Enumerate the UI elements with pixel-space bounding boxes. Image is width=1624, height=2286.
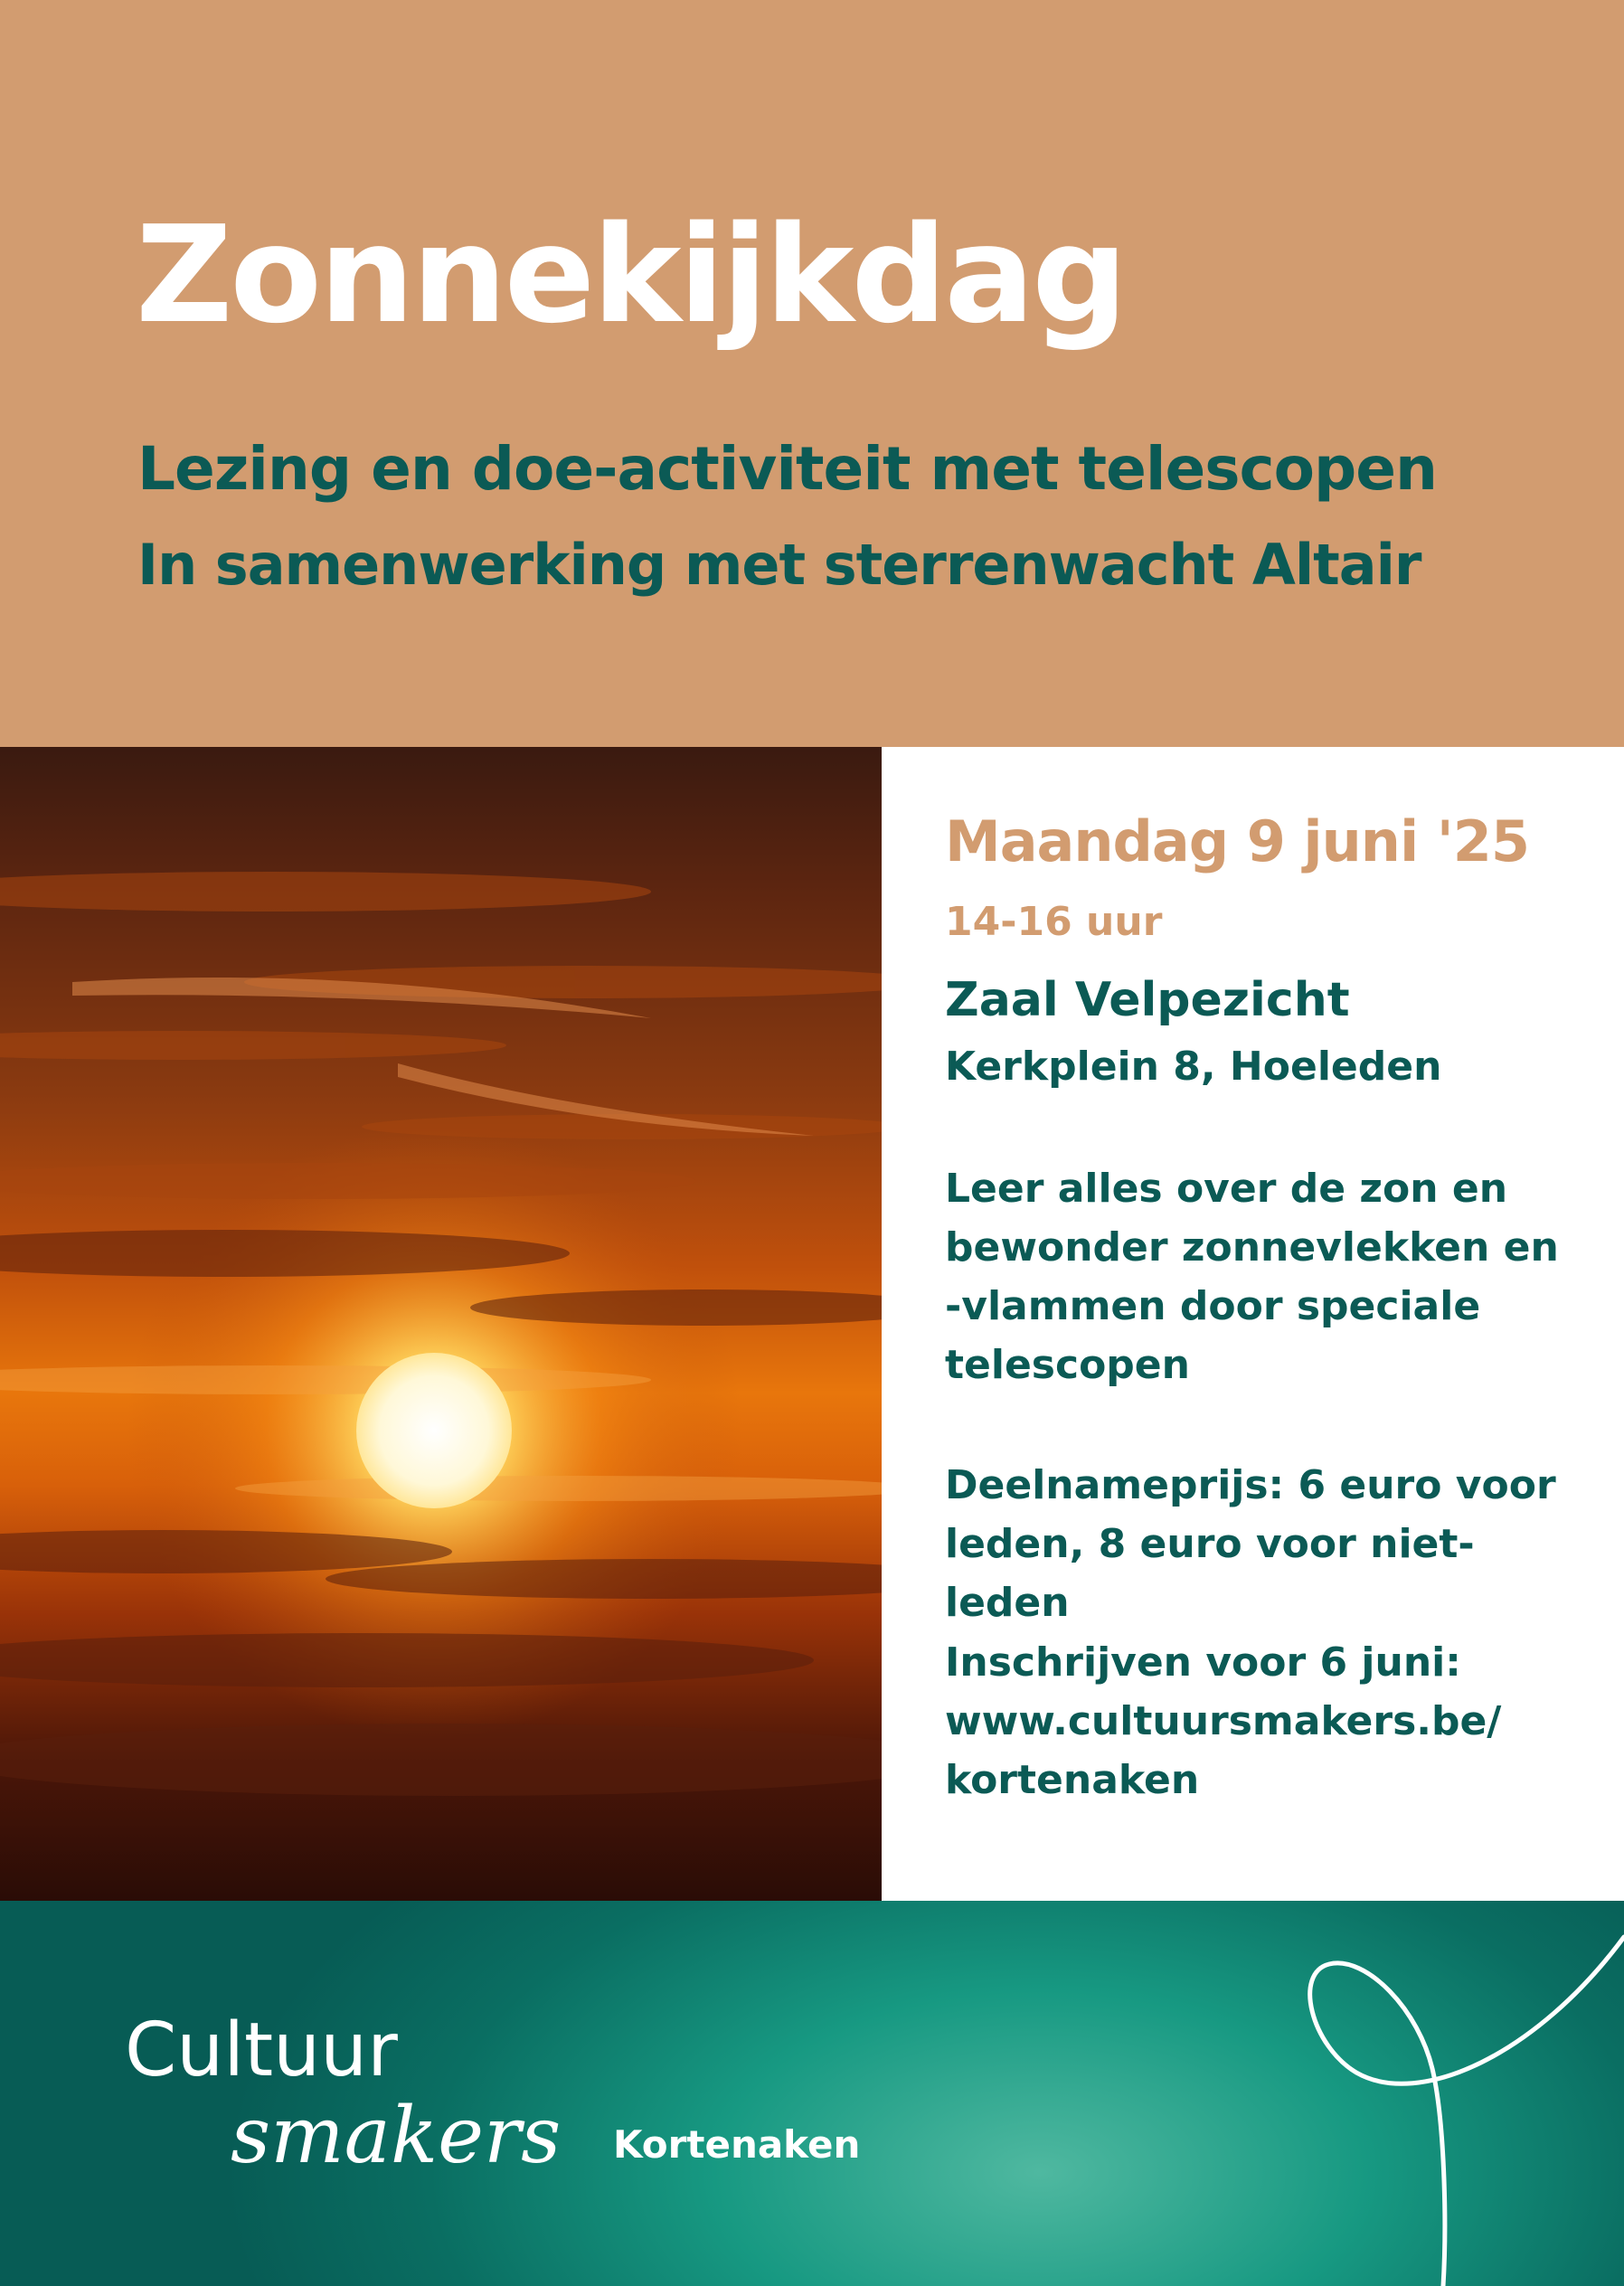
- event-price: Deelnameprijs: 6 euro voor leden, 8 euro voor niet-leden: [945, 1462, 1556, 1626]
- poster-subtitle-activity: Lezing en doe-activiteit met telescopen: [137, 434, 1437, 504]
- event-time: 14-16 uur: [945, 899, 1163, 945]
- event-info-panel: [882, 747, 1624, 1901]
- logo-branch: Kortenaken: [613, 2122, 861, 2167]
- poster-title: Zonnekijkdag: [136, 197, 1126, 353]
- header-band: [0, 0, 1624, 747]
- logo-word-cultuur: Cultuur: [125, 2007, 398, 2093]
- logo-word-smakers: smakers: [231, 2091, 562, 2181]
- event-date: Maandag 9 juni '25: [945, 808, 1530, 874]
- event-venue: Zaal Velpezicht: [945, 973, 1350, 1027]
- sunset-photo: [0, 747, 882, 1901]
- event-description: Leer alles over de zon en bewonder zonnevlekken en -vlammen door speciale telescopen: [945, 1166, 1559, 1388]
- event-address: Kerkplein 8, Hoeleden: [945, 1044, 1442, 1090]
- swirl-ribbon-icon: [1266, 1901, 1624, 2286]
- footer-band: [0, 1901, 1624, 2286]
- event-registration: Inschrijven voor 6 juni: www.cultuursmakers.be/ kortenaken: [945, 1639, 1502, 1803]
- poster-subtitle-partner: In samenwerking met sterrenwacht Altair: [137, 532, 1421, 598]
